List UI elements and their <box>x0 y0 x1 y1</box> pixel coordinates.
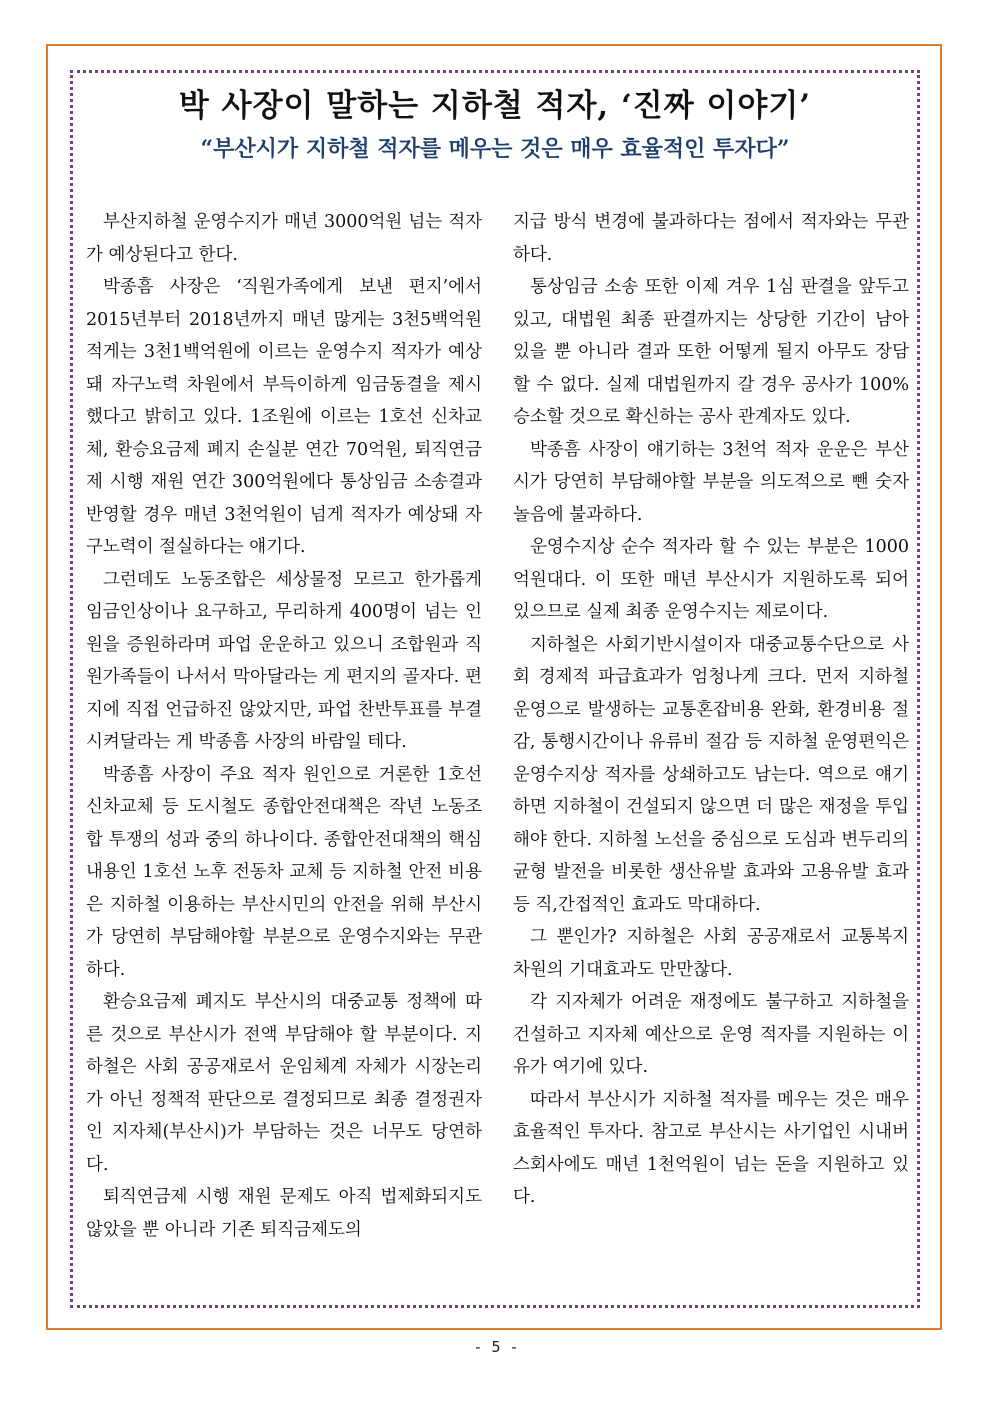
right-column <box>513 206 909 1214</box>
paragraph: 박종흠 사장은 ‘직원가족에게 보낸 편지’에서 2015년부터 2018년까지 매년 많게는 3천5백억원 적게는 3천1백억원에 이르는 운영수지 적자가 예상돼 자구노력 차원에서 부득이하게 임금동결을 제시했다고 밝히고 있다. 1조원에 이르는 1호선 신차교체, 환승요금제 폐지 손실분 연간 70억원, 퇴직연금제 시행 재원 연간 300억원에다 통상임금 소송결과 반영할 경우 매년 3천억원이 넘게 적자가 예상돼 자구노력이 절실하다는 얘기다. <box>86 277 482 557</box>
paragraph: 각 지자체가 어려운 재정에도 불구하고 지하철을 건설하고 지자체 예산으로 운영 적자를 지원하는 이유가 여기에 있다. <box>513 992 909 1077</box>
paragraph: 박종흠 사장이 얘기하는 3천억 적자 운운은 부산시가 당연히 부담해야할 부분을 의도적으로 뺀 숫자 놀음에 불과하다. <box>513 439 909 525</box>
paragraph: 퇴직연금제 시행 재원 문제도 아직 법제화되지도 않았을 뿐 아니라 기존 퇴직금제도의 <box>86 1187 482 1240</box>
paragraph: 그 뿐인가? 지하철은 사회 공공재로서 교통복지 차원의 기대효과도 만만찮다. <box>513 927 909 980</box>
paragraph: 그런데도 노동조합은 세상물정 모르고 한가롭게 임금인상이나 요구하고, 무리하게 400명이 넘는 인원을 증원하라며 파업 운운하고 있으니 조합원과 직원가족들이 나서서 막아달라는 게 편지의 골자다. 편지에 직접 언급하진 않았지만, 파업 찬반투표를 부결시켜달라는 게 박종흠 사장의 바람일 테다. <box>86 569 482 752</box>
article-subtitle: “부산시가 지하철 적자를 메우는 것은 매우 효율적인 투자다” <box>200 136 790 162</box>
paragraph: 환승요금제 폐지도 부산시의 대중교통 정책에 따른 것으로 부산시가 전액 부담해야 할 부분이다. 지하철은 사회 공공재로서 운임체계 자체가 시장논리가 아닌 정책적 판단으로 결정되므로 최종 결정권자인 지자체(부산시)가 부담하는 것은 너무도 당연하다. <box>86 992 482 1175</box>
paragraph: 지하철은 사회기반시설이자 대중교통수단으로 사회 경제적 파급효과가 엄청나게 크다. 먼저 지하철 운영으로 발생하는 교통혼잡비용 완화, 환경비용 절감, 통행시간이나 유류비 절감 등 지하철 운영편익은 운영수지상 적자를 상쇄하고도 남는다. 역으로 얘기하면 지하철이 건설되지 않으면 더 많은 재정을 투입해야 한다. 지하철 노선을 중심으로 도심과 변두리의 균형 발전을 비롯한 생산유발 효과와 고용유발 효과 등 직,간접적인 효과도 막대하다. <box>513 634 909 915</box>
article-title: 박 사장이 말하는 지하철 적자, ‘진짜 이야기’ <box>178 88 812 124</box>
paragraph: 통상임금 소송 또한 이제 겨우 1심 판결을 앞두고 있고, 대법원 최종 판결까지는 상당한 기간이 남아 있을 뿐 아니라 결과 또한 어떻게 될지 아무도 장담할 수 없다. 실제 대법원까지 갈 경우 공사가 100% 승소할 것으로 확신하는 공사 관계자도 있다. <box>513 277 909 427</box>
paragraph: 부산지하철 운영수지가 매년 3000억원 넘는 적자가 예상된다고 한다. <box>86 212 482 265</box>
paragraph-continued: 지급 방식 변경에 불과하다는 점에서 적자와는 무관하다. <box>513 212 909 265</box>
paragraph: 따라서 부산시가 지하철 적자를 메우는 것은 매우 효율적인 투자다. 참고로 부산시는 사기업인 시내버스회사에도 매년 1천억원이 넘는 돈을 지원하고 있다. <box>513 1089 909 1207</box>
paragraph: 박종흠 사장이 주요 적자 원인으로 거론한 1호선 신차교체 등 도시철도 종합안전대책은 작년 노동조합 투쟁의 성과 중의 하나이다. 종합안전대책의 핵심 내용인 1호선 노후 전동차 교체 등 지하철 안전 비용은 지하철 이용하는 부산시민의 안전을 위해 부산시가 당연히 부담해야할 부분으로 운영수지와는 무관하다. <box>86 764 482 980</box>
page-number: - 5 - <box>473 1338 519 1356</box>
paragraph: 운영수지상 순수 적자라 할 수 있는 부분은 1000억원대다. 이 또한 매년 부산시가 지원하도록 되어 있으므로 실제 최종 운영수지는 제로이다. <box>513 537 909 622</box>
left-column <box>86 206 482 1246</box>
